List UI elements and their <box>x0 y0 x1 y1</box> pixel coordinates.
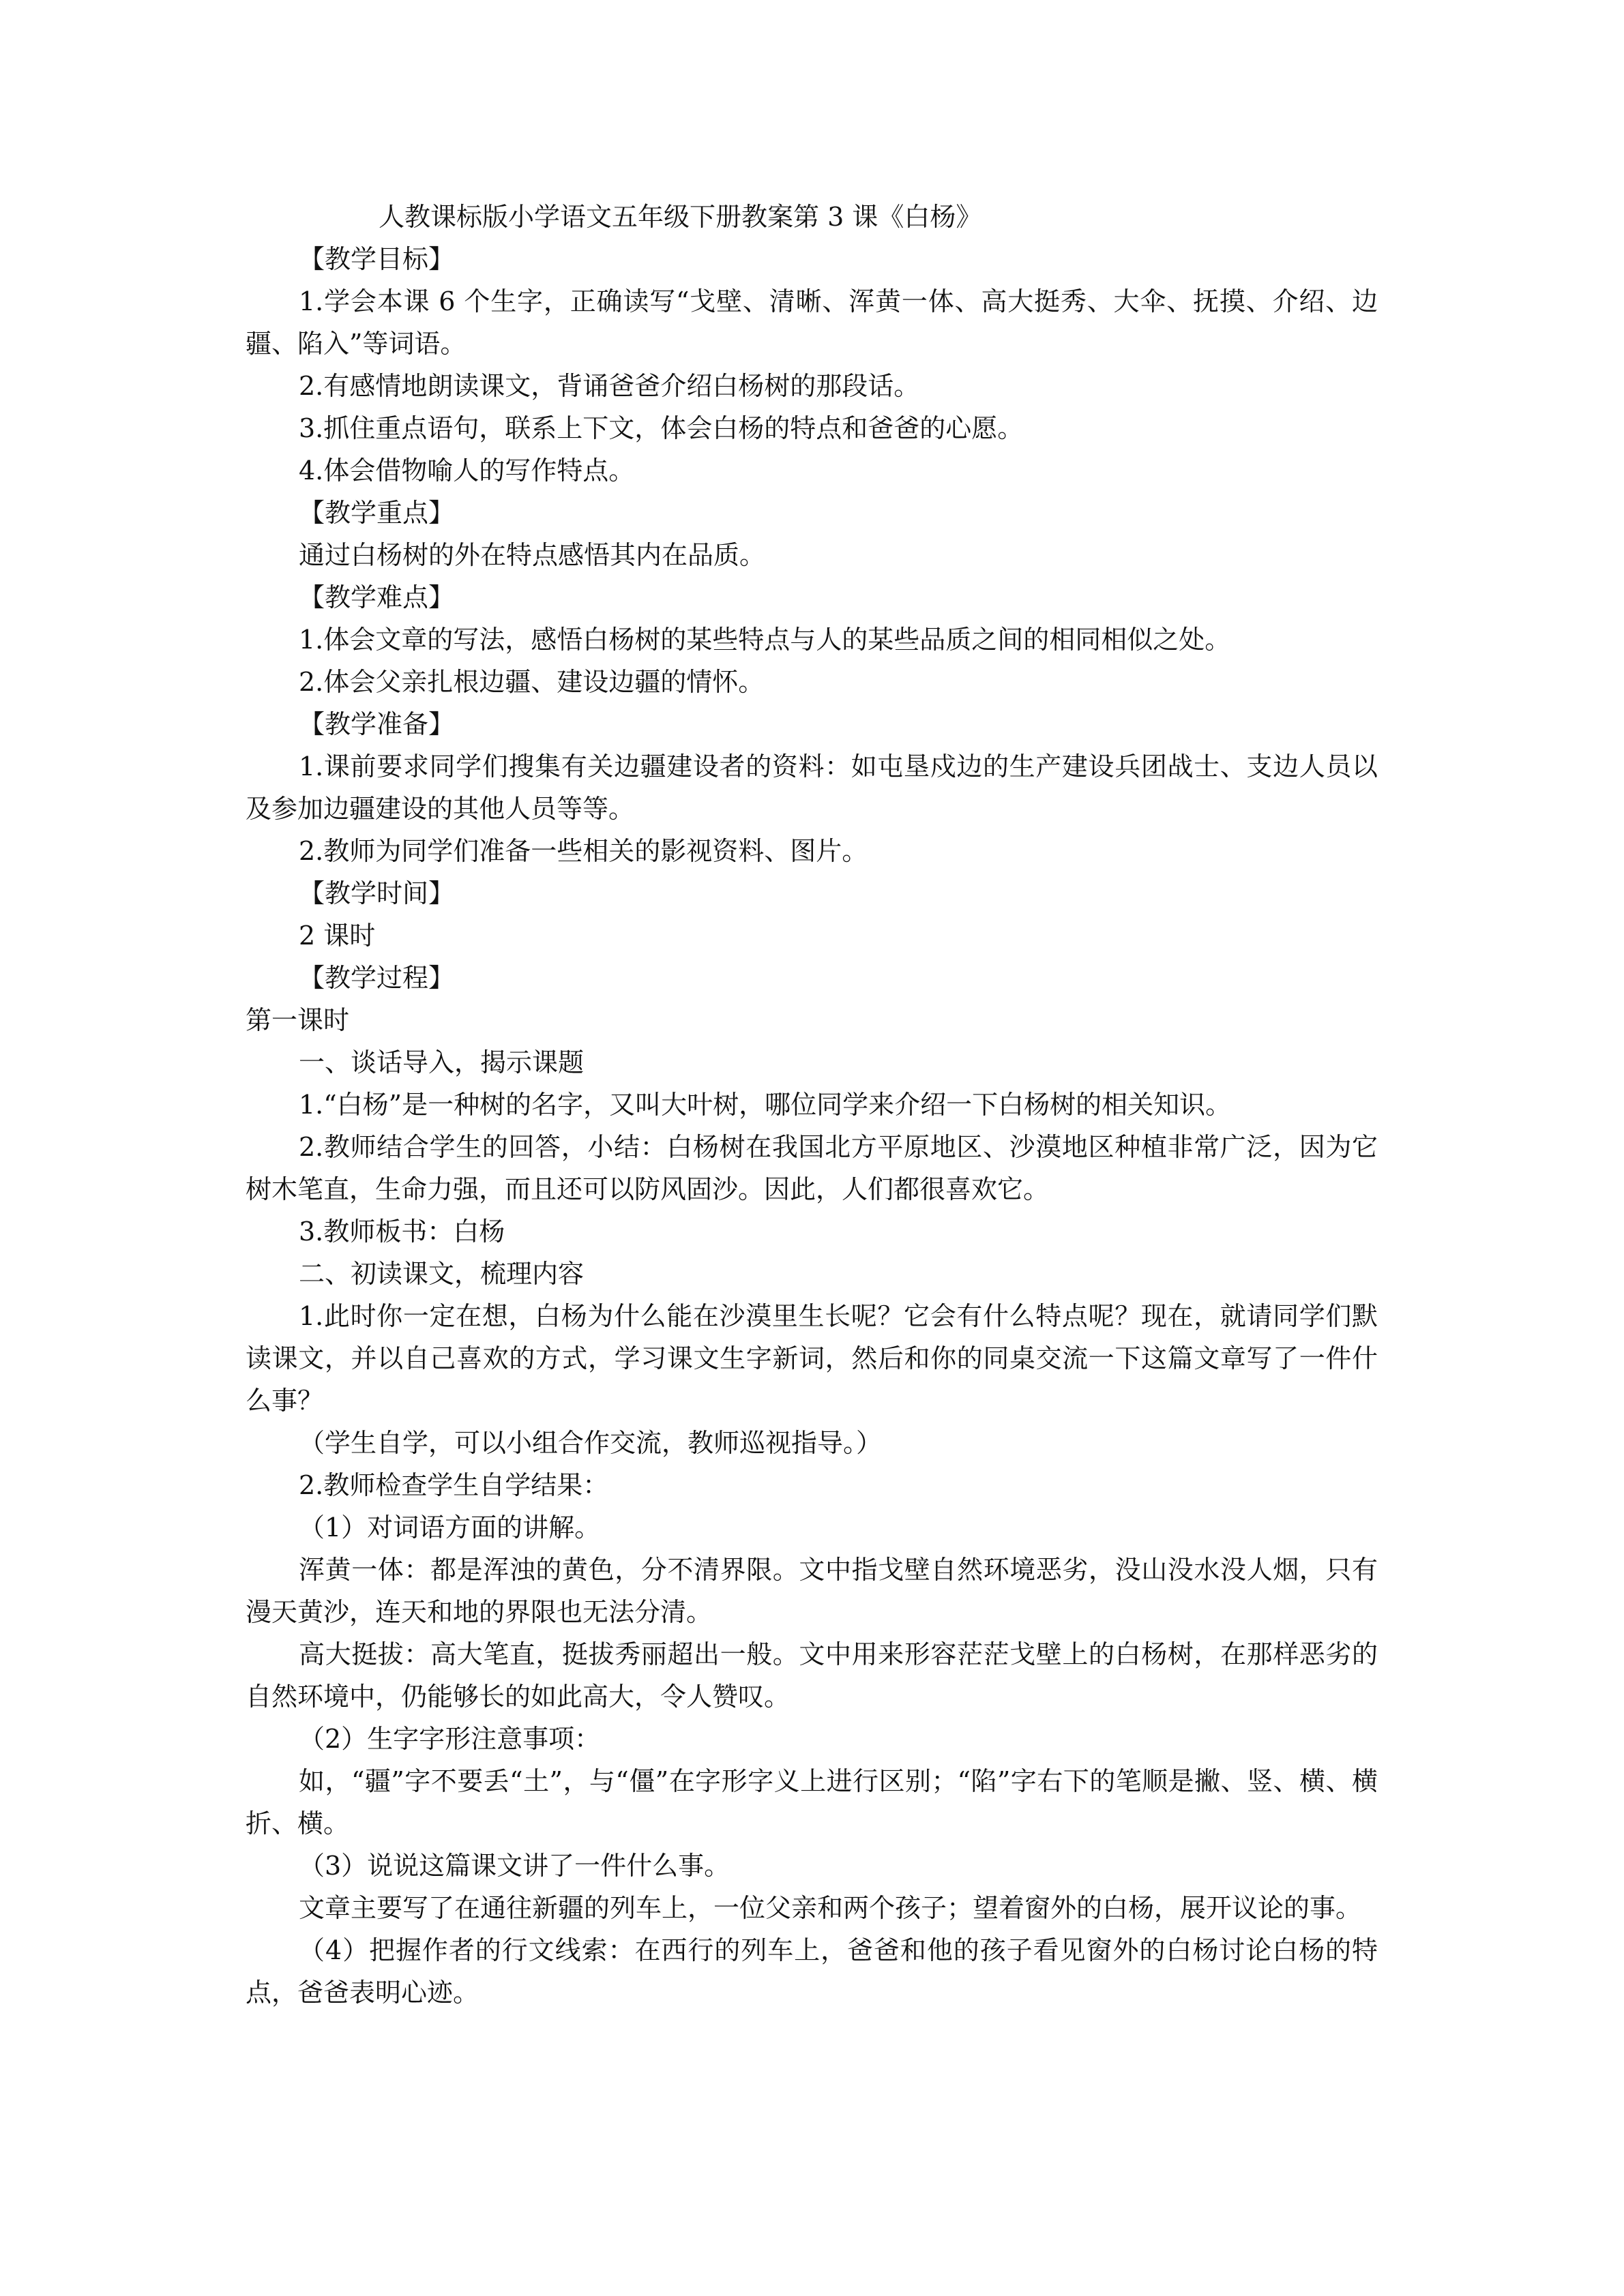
objective-item: 2.有感情地朗读课文，背诵爸爸介绍白杨树的那段话。 <box>299 371 920 401</box>
objective-item: 4.体会借物喻人的写作特点。 <box>299 456 635 486</box>
key-points-heading: 【教学重点】 <box>299 498 455 528</box>
part-two-item: 2.教师检查学生自学结果： <box>299 1470 609 1500</box>
document-title: 人教课标版小学语文五年级下册教案第 3 课《白杨》 <box>379 202 982 232</box>
difficulty-item: 1.体会文章的写法，感悟白杨树的某些特点与人的某些品质之间的相同相似之处。 <box>299 625 1231 655</box>
time-heading: 【教学时间】 <box>299 878 455 908</box>
preparation-item: 2.教师为同学们准备一些相关的影视资料、图片。 <box>299 836 868 866</box>
part-two-item: 如，“疆”字不要丢“土”，与“僵”在字形字义上进行区别；“陷”字右下的笔顺是撇、竖、横、横折、横。 <box>246 1766 1378 1838</box>
part-one-item: 1.“白杨”是一种树的名字，又叫大叶树，哪位同学来介绍一下白杨树的相关知识。 <box>299 1090 1232 1120</box>
objective-item: 1.学会本课 6 个生字，正确读写“戈壁、清晰、浑黄一体、高大挺秀、大伞、抚摸、介绍、边疆、陷入”等词语。 <box>246 286 1378 359</box>
key-points-text: 通过白杨树的外在特点感悟其内在品质。 <box>299 540 766 570</box>
part-two-heading: 二、初读课文，梳理内容 <box>299 1259 585 1289</box>
part-two-item: 1.此时你一定在想，白杨为什么能在沙漠里生长呢？它会有什么特点呢？现在，就请同学们默读课文，并以自己喜欢的方式，学习课文生字新词，然后和你的同桌交流一下这篇文章写了一件什么事？ <box>246 1301 1378 1416</box>
process-heading: 【教学过程】 <box>299 963 455 993</box>
preparation-heading: 【教学准备】 <box>299 709 455 739</box>
document-body <box>246 196 1378 2014</box>
objective-item: 3.抓住重点语句，联系上下文，体会白杨的特点和爸爸的心愿。 <box>299 413 1024 443</box>
lesson-one-heading: 第一课时 <box>246 1005 350 1035</box>
part-two-item: （4）把握作者的行文线索：在西行的列车上，爸爸和他的孩子看见窗外的白杨讨论白杨的特点，爸爸表明心迹。 <box>246 1935 1378 2008</box>
difficulty-item: 2.体会父亲扎根边疆、建设边疆的情怀。 <box>299 667 765 697</box>
part-two-item: 高大挺拔：高大笔直，挺拔秀丽超出一般。文中用来形容茫茫戈壁上的白杨树，在那样恶劣的自然环境中，仍能够长的如此高大，令人赞叹。 <box>246 1639 1378 1712</box>
part-one-item: 2.教师结合学生的回答，小结：白杨树在我国北方平原地区、沙漠地区种植非常广泛，因为它树木笔直，生命力强，而且还可以防风固沙。因此，人们都很喜欢它。 <box>246 1132 1378 1204</box>
objectives-heading: 【教学目标】 <box>299 244 455 274</box>
difficulties-heading: 【教学难点】 <box>299 582 455 612</box>
preparation-item: 1.课前要求同学们搜集有关边疆建设者的资料：如屯垦戍边的生产建设兵团战士、支边人员以及参加边疆建设的其他人员等等。 <box>246 751 1378 824</box>
part-one-item: 3.教师板书：白杨 <box>299 1217 505 1247</box>
part-one-heading: 一、谈话导入，揭示课题 <box>299 1047 585 1077</box>
part-two-item: （1）对词语方面的讲解。 <box>299 1512 601 1542</box>
part-two-item: 浑黄一体：都是浑浊的黄色，分不清界限。文中指戈壁自然环境恶劣，没山没水没人烟，只有漫天黄沙，连天和地的界限也无法分清。 <box>246 1555 1378 1627</box>
part-two-item: （学生自学，可以小组合作交流，教师巡视指导。） <box>299 1428 883 1458</box>
part-two-item: （2）生字字形注意事项： <box>299 1724 601 1754</box>
time-text: 2 课时 <box>299 921 376 951</box>
part-two-item: （3）说说这篇课文讲了一件什么事。 <box>299 1851 730 1881</box>
part-two-item: 文章主要写了在通往新疆的列车上，一位父亲和两个孩子；望着窗外的白杨，展开议论的事。 <box>299 1893 1362 1923</box>
